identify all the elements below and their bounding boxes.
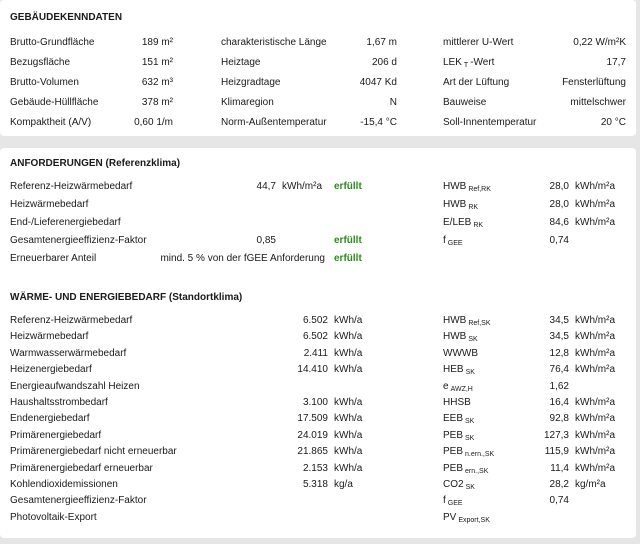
geb-value-1: 632 m³ — [141, 77, 173, 88]
geb-label-1: Brutto-Volumen — [10, 77, 79, 88]
waerme-unit-2: kWh/m²a — [575, 462, 615, 474]
waerme-unit-2: kWh/m²a — [575, 364, 615, 376]
waerme-value-2: 115,9 — [544, 446, 569, 458]
geb-value-3: 17,7 — [606, 57, 626, 68]
anf-label: Erneuerbarer Anteil — [10, 253, 97, 264]
anf-status: erfüllt — [334, 253, 362, 264]
anf-code-subscript: Ref,RK — [468, 186, 491, 193]
gebaeudekenndaten-panel — [0, 0, 636, 136]
waerme-code-subscript: SK — [465, 484, 475, 491]
waerme-label: Haushaltsstrombedarf — [10, 397, 108, 408]
waerme-code — [443, 512, 490, 524]
waerme-unit: kWh/a — [334, 347, 363, 359]
waerme-value-2: 0,74 — [549, 495, 569, 507]
waerme-code — [443, 479, 475, 491]
waerme-label: Primärenergiebedarf — [10, 429, 102, 441]
geb-value-1: 189 m² — [141, 37, 173, 48]
geb-label-3: mittlerer U-Wert — [443, 37, 514, 48]
waerme-value: 6.502 — [302, 315, 328, 326]
waerme-value: 2.153 — [302, 462, 328, 474]
waerme-value-2: 127,3 — [543, 429, 569, 441]
waerme-unit-2: kg/m²a — [575, 479, 606, 490]
waerme-unit-2: kWh/m²a — [575, 446, 615, 458]
waerme-value: 17.509 — [297, 413, 328, 425]
waerme-unit: kWh/a — [334, 413, 363, 425]
waerme-code — [443, 364, 475, 376]
waerme-unit-2: kWh/m²a — [575, 331, 615, 343]
waerme-code-subscript: SK — [465, 418, 475, 426]
waerme-title: WÄRME- UND ENERGIEBEDARF (Standortklima) — [10, 292, 243, 303]
waerme-unit-2: kWh/m²a — [575, 429, 615, 441]
anf-value: mind. 5 % von der fGEE Anforderung — [160, 253, 325, 264]
waerme-unit-2: kWh/m²a — [575, 413, 615, 425]
anf-value-2: 28,0 — [549, 199, 569, 210]
waerme-code-text: PEB — [443, 429, 464, 441]
waerme-label: Photovoltaik-Export — [10, 511, 97, 523]
waerme-value-2: 11,4 — [550, 462, 569, 474]
anforderungen-panel — [0, 148, 636, 538]
geb-label-1: Brutto-Grundfläche — [10, 37, 95, 48]
geb-value-3: 20 °C — [600, 117, 626, 128]
anf-label: Referenz-Heizwärmebedarf — [10, 181, 133, 192]
waerme-code — [443, 348, 480, 360]
waerme-value: 21.865 — [297, 446, 328, 458]
waerme-value-2: 92,8 — [549, 413, 569, 425]
waerme-label: Gesamtenergieeffizienz-Faktor — [10, 495, 147, 507]
waerme-value: 24.019 — [297, 429, 328, 441]
waerme-code-text: HWB — [443, 331, 467, 343]
waerme-unit-2: kWh/m²a — [575, 347, 615, 359]
waerme-code — [443, 331, 478, 343]
geb-value-1: 378 m² — [141, 97, 173, 108]
anf-value: 44,7 — [256, 181, 276, 192]
waerme-value-2: 34,5 — [549, 331, 569, 343]
waerme-code-subscript: AWZ,H — [450, 385, 473, 393]
waerme-value-2: 16,4 — [549, 397, 569, 408]
anf-code — [443, 181, 491, 193]
waerme-label: Endenergiebedarf — [10, 413, 90, 425]
waerme-code — [443, 446, 494, 458]
waerme-unit: kWh/a — [334, 315, 363, 326]
waerme-unit: kg/a — [334, 479, 353, 490]
geb-label-2: Norm-Außentemperatur — [221, 117, 327, 128]
anf-code-subscript: GEE — [447, 240, 463, 247]
waerme-code-subscript: ern.,SK — [465, 467, 489, 475]
waerme-value: 14.410 — [297, 364, 328, 376]
anf-status: erfüllt — [334, 181, 362, 192]
waerme-unit: kWh/a — [334, 397, 363, 408]
waerme-code-text: PEB — [443, 462, 464, 474]
waerme-code-subscript: GEE — [447, 500, 463, 508]
waerme-value-2: 12,8 — [549, 347, 569, 359]
geb-label-3: Soll-Innentemperatur — [443, 117, 537, 128]
anf-code — [443, 235, 463, 247]
geb-value-1: 151 m² — [141, 57, 173, 68]
waerme-value: 3.100 — [302, 397, 328, 408]
anf-code-text: HWB — [443, 181, 467, 192]
waerme-unit: kWh/a — [334, 364, 363, 376]
waerme-unit: kWh/a — [334, 446, 363, 458]
geb-value-2: 1,67 m — [366, 37, 397, 48]
geb-label-lek — [443, 57, 494, 69]
anf-status: erfüllt — [334, 235, 362, 246]
waerme-code-text: PEB — [443, 446, 464, 458]
geb-label-3: Bauweise — [443, 97, 487, 108]
waerme-code — [443, 315, 491, 327]
waerme-code-text: HWB — [443, 315, 467, 326]
waerme-label: Heizwärmebedarf — [10, 331, 89, 343]
waerme-label: Referenz-Heizwärmebedarf — [10, 315, 133, 326]
anf-code-text: HWB — [443, 199, 467, 210]
geb-value-2: 206 d — [371, 57, 397, 68]
gebaeudekenndaten-title: GEBÄUDEKENNDATEN — [10, 12, 123, 23]
waerme-code-subscript: SK — [468, 336, 478, 344]
anf-code-subscript: RK — [468, 204, 479, 211]
waerme-unit: kWh/a — [334, 462, 363, 474]
waerme-label: Warmwasserwärmebedarf — [10, 347, 127, 359]
geb-label-2: Heizgradtage — [221, 77, 281, 88]
waerme-code-subscript: SK — [465, 369, 475, 377]
waerme-code — [443, 397, 473, 409]
waerme-code-text: HEB — [443, 364, 464, 376]
waerme-value: 5.318 — [302, 479, 328, 490]
waerme-value-2: 1,62 — [549, 380, 569, 392]
waerme-value: 2.411 — [303, 347, 328, 359]
anf-label: Heizwärmebedarf — [10, 199, 89, 210]
waerme-unit: kWh/a — [334, 429, 363, 441]
geb-label-1: Kompaktheit (A/V) — [10, 117, 92, 128]
waerme-code — [443, 495, 463, 507]
waerme-label: Primärenergiebedarf erneuerbar — [10, 462, 153, 474]
geb-label-lek-text: LEK — [443, 57, 462, 68]
waerme-code-subscript: Ref,SK — [468, 320, 491, 327]
anf-value-2: 28,0 — [549, 181, 569, 192]
geb-value-3: 0,22 W/m²K — [573, 37, 626, 48]
anf-code — [443, 217, 483, 229]
waerme-unit-2: kWh/m²a — [575, 315, 615, 326]
anforderungen-title: ANFORDERUNGEN (Referenzklima) — [10, 158, 181, 169]
geb-label-1: Gebäude-Hüllfläche — [10, 97, 99, 108]
anf-label: Gesamtenergieeffizienz-Faktor — [10, 235, 147, 246]
geb-label-2: Klimaregion — [221, 97, 274, 108]
anf-code-text: f — [443, 235, 446, 246]
waerme-code-text: e — [443, 380, 449, 392]
anf-unit: kWh/m²a — [282, 181, 322, 192]
waerme-code — [443, 430, 474, 442]
geb-value-2: 4047 Kd — [359, 77, 397, 88]
anf-label: End-/Lieferenergiebedarf — [10, 217, 121, 228]
waerme-label: Heizenergiebedarf — [10, 364, 92, 376]
waerme-unit: kWh/a — [334, 331, 363, 343]
geb-value-2: N — [389, 97, 397, 108]
waerme-label: Kohlendioxidemissionen — [10, 479, 118, 490]
anf-unit-2: kWh/m²a — [575, 199, 615, 210]
waerme-code-text: WWWB — [443, 347, 478, 359]
anf-code-text: E/LEB — [443, 217, 472, 228]
waerme-value-2: 28,2 — [549, 479, 569, 490]
geb-label-3: Art der Lüftung — [443, 77, 510, 88]
waerme-code — [443, 381, 473, 393]
waerme-code-subscript: SK — [465, 434, 475, 442]
geb-value-1: 0,60 1/m — [134, 117, 173, 128]
anf-value-2: 0,74 — [549, 235, 569, 246]
anf-value: 0,85 — [256, 235, 276, 246]
anf-value-2: 84,6 — [549, 217, 569, 228]
waerme-code-text: EEB — [443, 413, 464, 425]
waerme-unit-2: kWh/m²a — [575, 397, 615, 408]
waerme-code-subscript: n.ern.,SK — [465, 451, 495, 459]
anf-unit-2: kWh/m²a — [575, 181, 615, 192]
waerme-code-text: HHSB — [443, 397, 471, 408]
waerme-code — [443, 463, 488, 475]
geb-label-lek-subscript: T — [463, 62, 469, 69]
waerme-code — [443, 413, 474, 425]
anf-code — [443, 199, 478, 211]
waerme-value-2: 76,4 — [549, 364, 569, 376]
waerme-code-subscript: Export,SK — [458, 516, 490, 524]
waerme-value-2: 34,5 — [549, 315, 569, 326]
waerme-label: Energieaufwandszahl Heizen — [10, 380, 140, 392]
anf-code-subscript: RK — [473, 222, 484, 229]
geb-label-1: Bezugsfläche — [10, 57, 71, 68]
anf-unit-2: kWh/m²a — [575, 217, 615, 228]
waerme-code-text: CO2 — [443, 479, 464, 490]
geb-value-3: mittelschwer — [570, 97, 626, 108]
geb-label-lek-suffix: -Wert — [470, 57, 495, 68]
geb-label-2: Heiztage — [221, 57, 261, 68]
waerme-code-text: f — [443, 495, 446, 507]
waerme-label: Primärenergiebedarf nicht erneuerbar — [10, 446, 177, 458]
geb-label-2: charakteristische Länge — [221, 37, 327, 48]
geb-value-2: -15,4 °C — [360, 117, 397, 128]
waerme-value: 6.502 — [302, 331, 328, 343]
waerme-code-text: PV — [443, 511, 457, 523]
geb-value-3: Fensterlüftung — [562, 77, 626, 88]
